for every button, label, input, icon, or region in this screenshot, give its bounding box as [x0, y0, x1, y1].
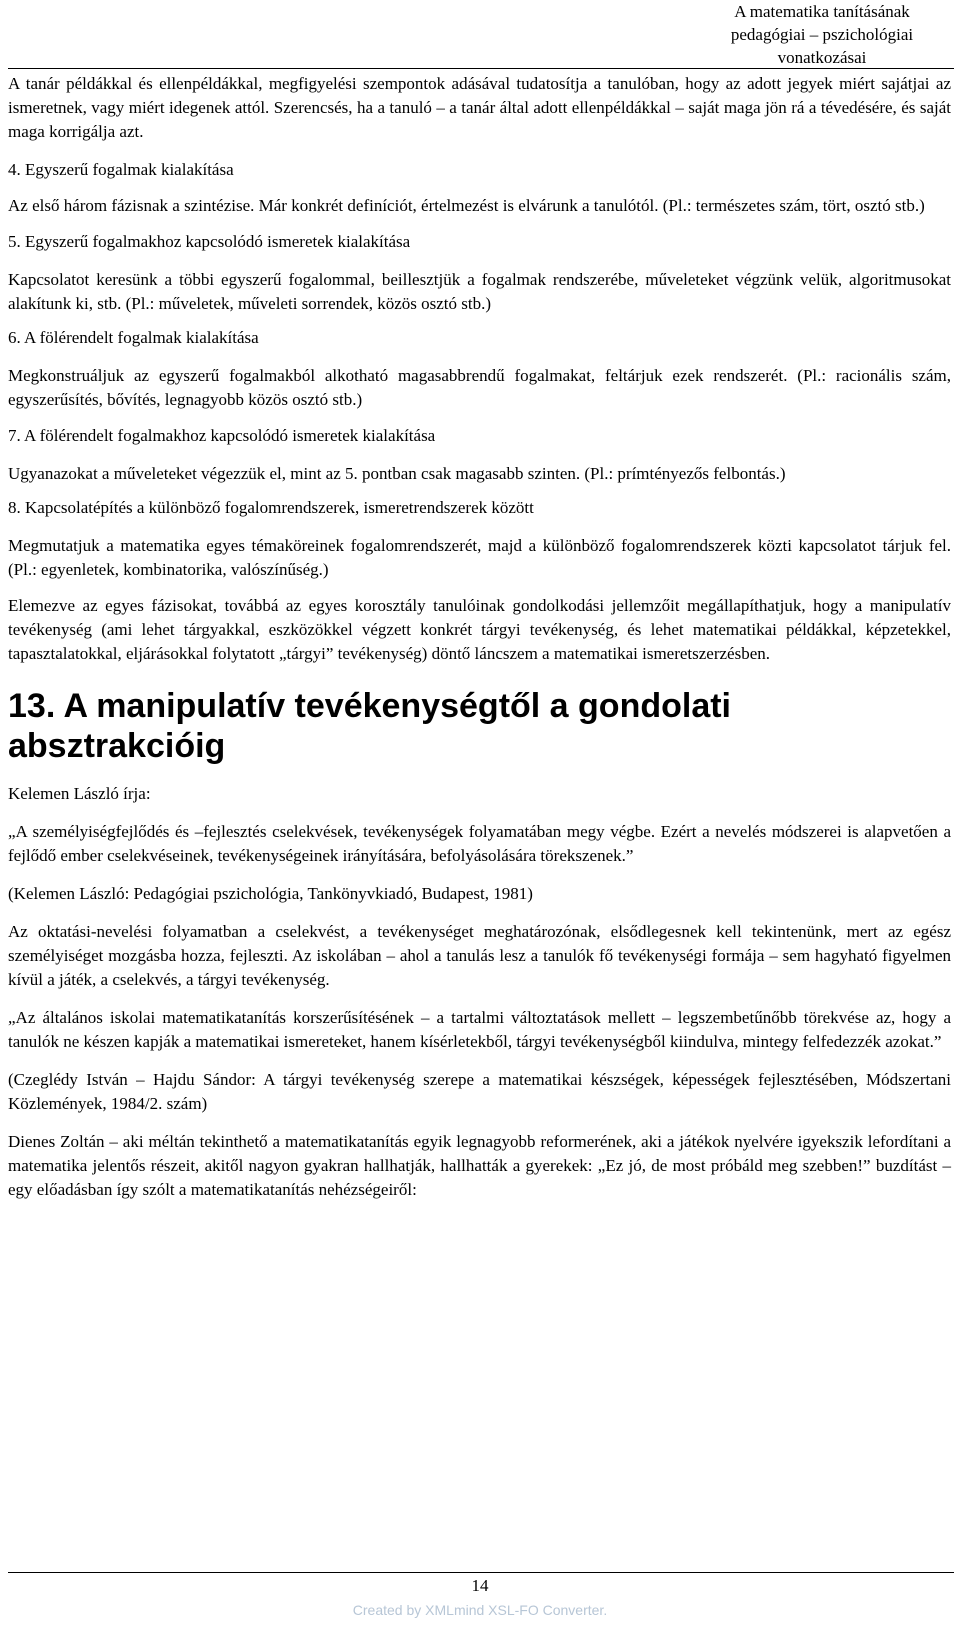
summary-paragraph: Elemezve az egyes fázisokat, továbbá az egyes korosztály tanulóinak gondolkodási jellemzőit megállapíthatjuk, hogy a manipulatív tevékenység (ami lehet tárgyakkal, eszközökkel végzett konkrét tárgyi tevékenység, és lehet matematikai példákkal, képzetekkel, tapasztalatokkal, eljárásokkal folytatott „tárgyi” tevékenység) döntő láncszem a matematikai ismeretszerzésben. [8, 596, 951, 663]
running-header [692, 0, 952, 69]
kelemen-intro: Kelemen László írja: [8, 784, 151, 803]
section-paragraph-8: Megmutatjuk a matematika egyes témaköreinek fogalomrendszerét, majd a különböző fogalomrendszerek közti kapcsolatot tárjuk fel. (Pl.: egyenletek, kombinatorika, valószínűség.) [8, 536, 951, 579]
section-heading-4: 4. Egyszerű fogalmak kialakítása [8, 160, 234, 179]
chapter-title: 13. A manipulatív tevékenységtől a gondolati absztrakcióig [8, 687, 731, 765]
kelemen-reference: (Kelemen László: Pedagógiai pszichológia, Tankönyvkiadó, Budapest, 1981) [8, 884, 533, 903]
oktatasi-paragraph: Az oktatási-nevelési folyamatban a cselekvést, a tevékenységet meghatározónak, elsődlegesnek kell tekintenünk, mert az egész személyiséget mozgásba hozza, fejleszti. Az iskolában – ahol a tanulás lesz a tanulók fő tevékenységi formája – sem hagyható figyelmen kívül a játék, a cselekvés, a tárgyi tevékenység. [8, 922, 951, 989]
czegledy-reference: (Czeglédy István – Hajdu Sándor: A tárgyi tevékenység szerepe a matematikai készségek, képességek fejlesztésében, Módszertani Közlemények, 1984/2. szám) [8, 1070, 951, 1113]
intro-paragraph: A tanár példákkal és ellenpéldákkal, megfigyelési szempontok adásával tudatosítja a tanulóban, hogy az adott jegyek miért sajátjai az ismeretnek, vagy miért idegenek attól. Szerencsés, ha a tanuló – a tanár által adott ellenpéldákkal – saját maga jön rá a tévedésére, és saját maga korrigálja azt. [8, 74, 951, 141]
header-rule [8, 68, 954, 69]
section-heading-6: 6. A fölérendelt fogalmak kialakítása [8, 328, 259, 347]
section-paragraph-6: Megkonstruáljuk az egyszerű fogalmakból alkotható magasabbrendű fogalmakat, feltárjuk ezek rendszerét. (Pl.: racionális szám, egyszerűsítés, bővítés, legnagyobb közös osztó stb.) [8, 366, 951, 409]
running-title-line-3: vonatkozásai [777, 48, 867, 67]
running-title-line-1: A matematika tanításának [734, 2, 910, 21]
footer-rule [8, 1572, 954, 1573]
section-paragraph-4: Az első három fázisnak a szintézise. Már konkrét definíciót, értelmezést is elvárunk a tanulótól. (Pl.: természetes szám, tört, osztó stb.) [8, 196, 925, 215]
converter-watermark: Created by XMLmind XSL-FO Converter. [352, 1602, 608, 1618]
page-content [8, 72, 951, 1202]
section-paragraph-5: Kapcsolatot keresünk a többi egyszerű fogalommal, beillesztjük a fogalmak rendszerébe, műveleteket végzünk velük, algoritmusokat alakítunk ki, stb. (Pl.: műveletek, műveleti sorrendek, közös osztó stb.) [8, 270, 951, 313]
section-heading-7: 7. A fölérendelt fogalmakhoz kapcsolódó ismeretek kialakítása [8, 426, 436, 445]
section-heading-5: 5. Egyszerű fogalmakhoz kapcsolódó ismeretek kialakítása [8, 232, 411, 251]
altalanos-quote: „Az általános iskolai matematikatanítás korszerűsítésének – a tartalmi változtatások mellett – legszembetűnőbb törekvése az, hogy a tanulók ne készen kapják a matematikai ismereteket, hanem kísérletekből, tárgyi tevékenységből kiindulva, mintegy felfedezzék azokat.” [8, 1008, 951, 1051]
page-number: 14 [471, 1576, 489, 1595]
section-paragraph-7: Ugyanazokat a műveleteket végezzük el, mint az 5. pontban csak magasabb szinten. (Pl.: prímtényezős felbontás.) [8, 464, 786, 483]
section-heading-8: 8. Kapcsolatépítés a különböző fogalomrendszerek, ismeretrendszerek között [8, 498, 534, 517]
running-title-line-2: pedagógiai – pszichológiai [730, 25, 914, 44]
dienes-paragraph: Dienes Zoltán – aki méltán tekinthető a matematikatanítás egyik legnagyobb reformerének, aki a játékok nyelvére igyekszik lefordítani a matematika jelentős részeit, akitől nagyon gyakran hallhatják, hallhatták a gyerekek: „Ez jó, de most próbáld meg szebben!” buzdítást – egy előadásban így szólt a matematikatanítás nehézségeiről: [8, 1132, 951, 1199]
kelemen-quote: „A személyiségfejlődés és –fejlesztés cselekvések, tevékenységek folyamatában megy végbe. Ezért a nevelés módszerei is alapvetően a fejlődő ember cselekvéseinek, tevékenységeinek irányítására, befolyásolására törekszenek.” [8, 822, 951, 865]
